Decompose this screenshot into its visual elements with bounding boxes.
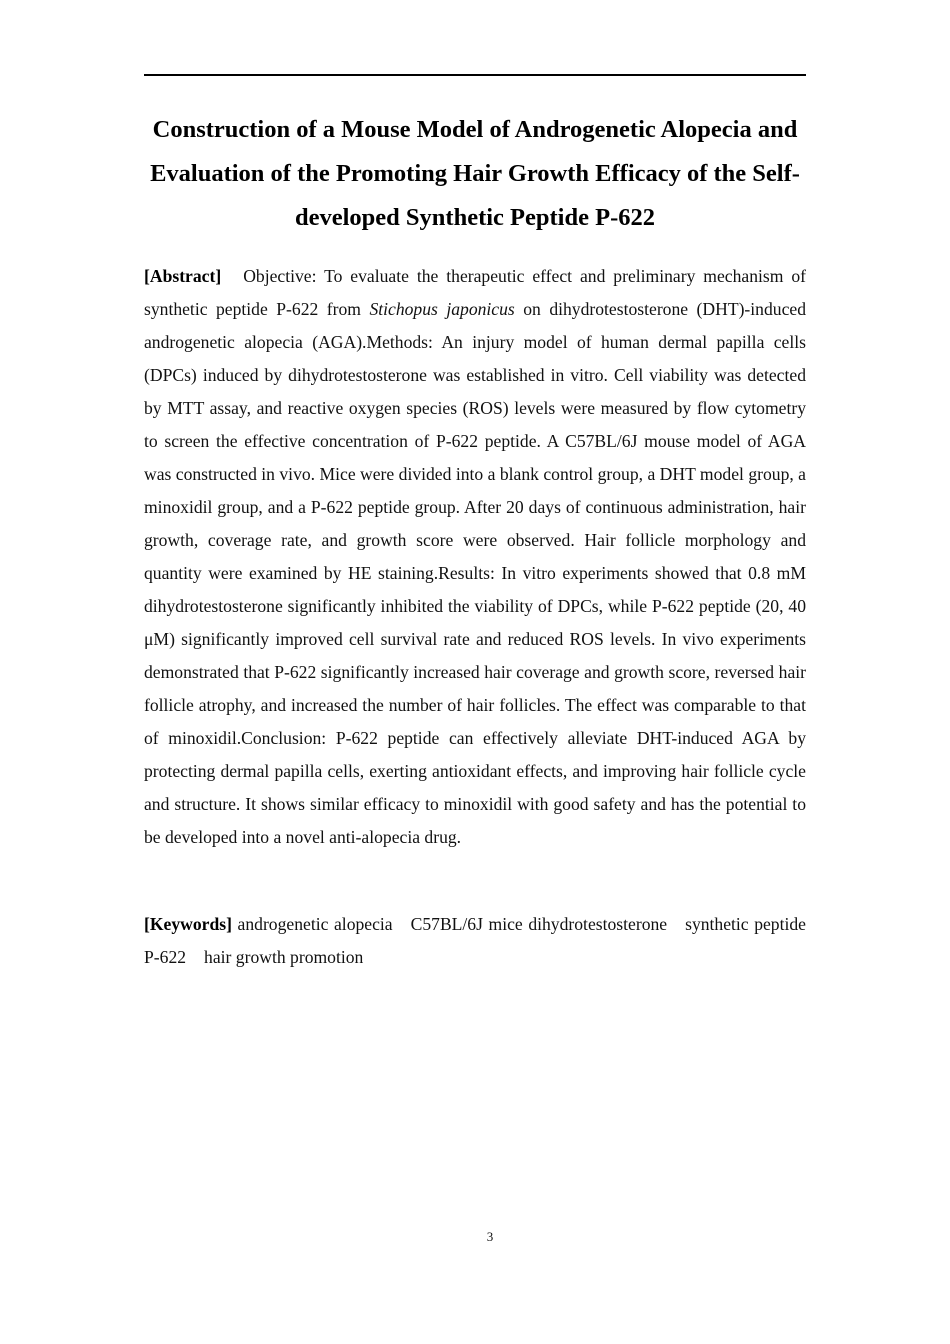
keyword-item: hair growth promotion	[204, 947, 364, 967]
keyword-item: dihydrotestosterone	[528, 914, 668, 934]
abstract-text-start: Objective: To evaluate the therapeutic effect and preliminary mechanism of synthetic peptide P-622 from	[144, 266, 806, 319]
abstract-label: [Abstract]	[144, 266, 222, 286]
keywords-paragraph	[144, 908, 806, 974]
keyword-item: androgenetic alopecia	[237, 914, 393, 934]
paper-title: Construction of a Mouse Model of Androgenetic Alopecia and Evaluation of the Promoting Hair Growth Efficacy of the Self-developed Synthetic Peptide P-622	[150, 116, 800, 231]
abstract-paragraph	[144, 260, 806, 854]
keyword-item: C57BL/6J mice	[410, 914, 523, 934]
abstract-species-name: Stichopus japonicus	[369, 299, 515, 319]
keywords-label: [Keywords]	[144, 914, 232, 934]
abstract-text-rest: on dihydrotestosterone (DHT)-induced androgenetic alopecia (AGA).Methods: An injury model of human dermal papilla cells (DPCs) induced by dihydrotestosterone was established in vitro. Cell viability was detected by MTT assay, and reactive oxygen species (ROS) levels were measured by flow cytometry to screen the effective concentration of P-622 peptide. A C57BL/6J mouse model of AGA was constructed in vivo. Mice were divided into a blank control group, a DHT model group, a minoxidil group, and a P-622 peptide group. After 20 days of continuous administration, hair growth, coverage rate, and growth score were observed. Hair follicle morphology and quantity were examined by HE staining.Results: In vitro experiments showed that 0.8 mM dihydrotestosterone significantly inhibited the viability of DPCs, while P-622 peptide (20, 40 μM) significantly improved cell survival rate and reduced ROS levels. In vivo experiments demonstrated that P-622 significantly increased hair coverage and growth score, reversed hair follicle atrophy, and increased the number of hair follicles. The effect was comparable to that of minoxidil.Conclusion: P-622 peptide can effectively alleviate DHT-induced AGA by protecting dermal papilla cells, exerting antioxidant effects, and improving hair follicle cycle and structure. It shows similar efficacy to minoxidil with good safety and has the potential to be developed into a novel anti-alopecia drug.	[144, 299, 806, 847]
keyword-item: synthetic peptide P-622	[144, 914, 806, 967]
header-rule	[144, 74, 806, 76]
page-number: 3	[486, 1229, 494, 1244]
